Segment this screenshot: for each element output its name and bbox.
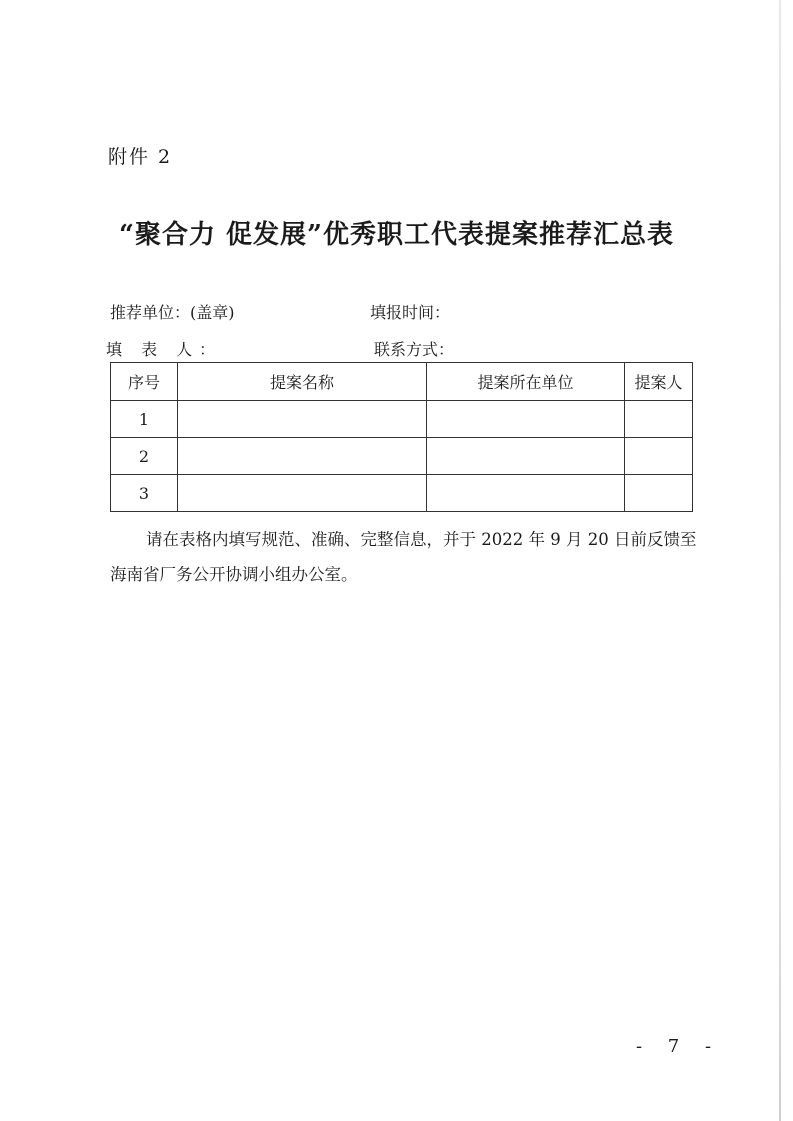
filler-label: 填 表 人： <box>106 340 223 359</box>
table-header-row <box>111 363 693 401</box>
instruction-text: 请在表格内填写规范、准确、完整信息，并于 2022 年 9 月 20 日前反馈至海南省厂务公开协调小组办公室。 <box>110 530 697 584</box>
table-row <box>111 401 693 438</box>
header-proposal-unit: 提案所在单位 <box>427 363 625 401</box>
cell-seq: 3 <box>111 475 178 512</box>
cell-proposal-name[interactable] <box>178 401 427 438</box>
instruction-note <box>110 522 710 592</box>
cell-proposal-unit[interactable] <box>427 401 625 438</box>
cell-proposal-name[interactable] <box>178 438 427 475</box>
cell-proposal-name[interactable] <box>178 475 427 512</box>
header-proposer: 提案人 <box>625 363 693 401</box>
cell-proposer[interactable] <box>625 475 693 512</box>
cell-proposal-unit[interactable] <box>427 438 625 475</box>
document-title: “聚合力 促发展”优秀职工代表提案推荐汇总表 <box>119 220 674 250</box>
proposal-summary-table <box>110 362 693 512</box>
cell-seq: 1 <box>111 401 178 438</box>
scan-edge <box>779 0 781 1121</box>
recommending-unit-label: 推荐单位：(盖章) <box>110 303 235 322</box>
page-number: - 7 - <box>636 1036 722 1057</box>
report-time-label: 填报时间： <box>370 303 451 322</box>
cell-proposal-unit[interactable] <box>427 475 625 512</box>
cell-seq: 2 <box>111 438 178 475</box>
contact-label: 联系方式： <box>374 340 455 359</box>
table-row <box>111 438 693 475</box>
header-proposal-name: 提案名称 <box>178 363 427 401</box>
header-seq: 序号 <box>111 363 178 401</box>
cell-proposer[interactable] <box>625 401 693 438</box>
cell-proposer[interactable] <box>625 438 693 475</box>
table-row <box>111 475 693 512</box>
attachment-label: 附件 2 <box>108 146 173 168</box>
